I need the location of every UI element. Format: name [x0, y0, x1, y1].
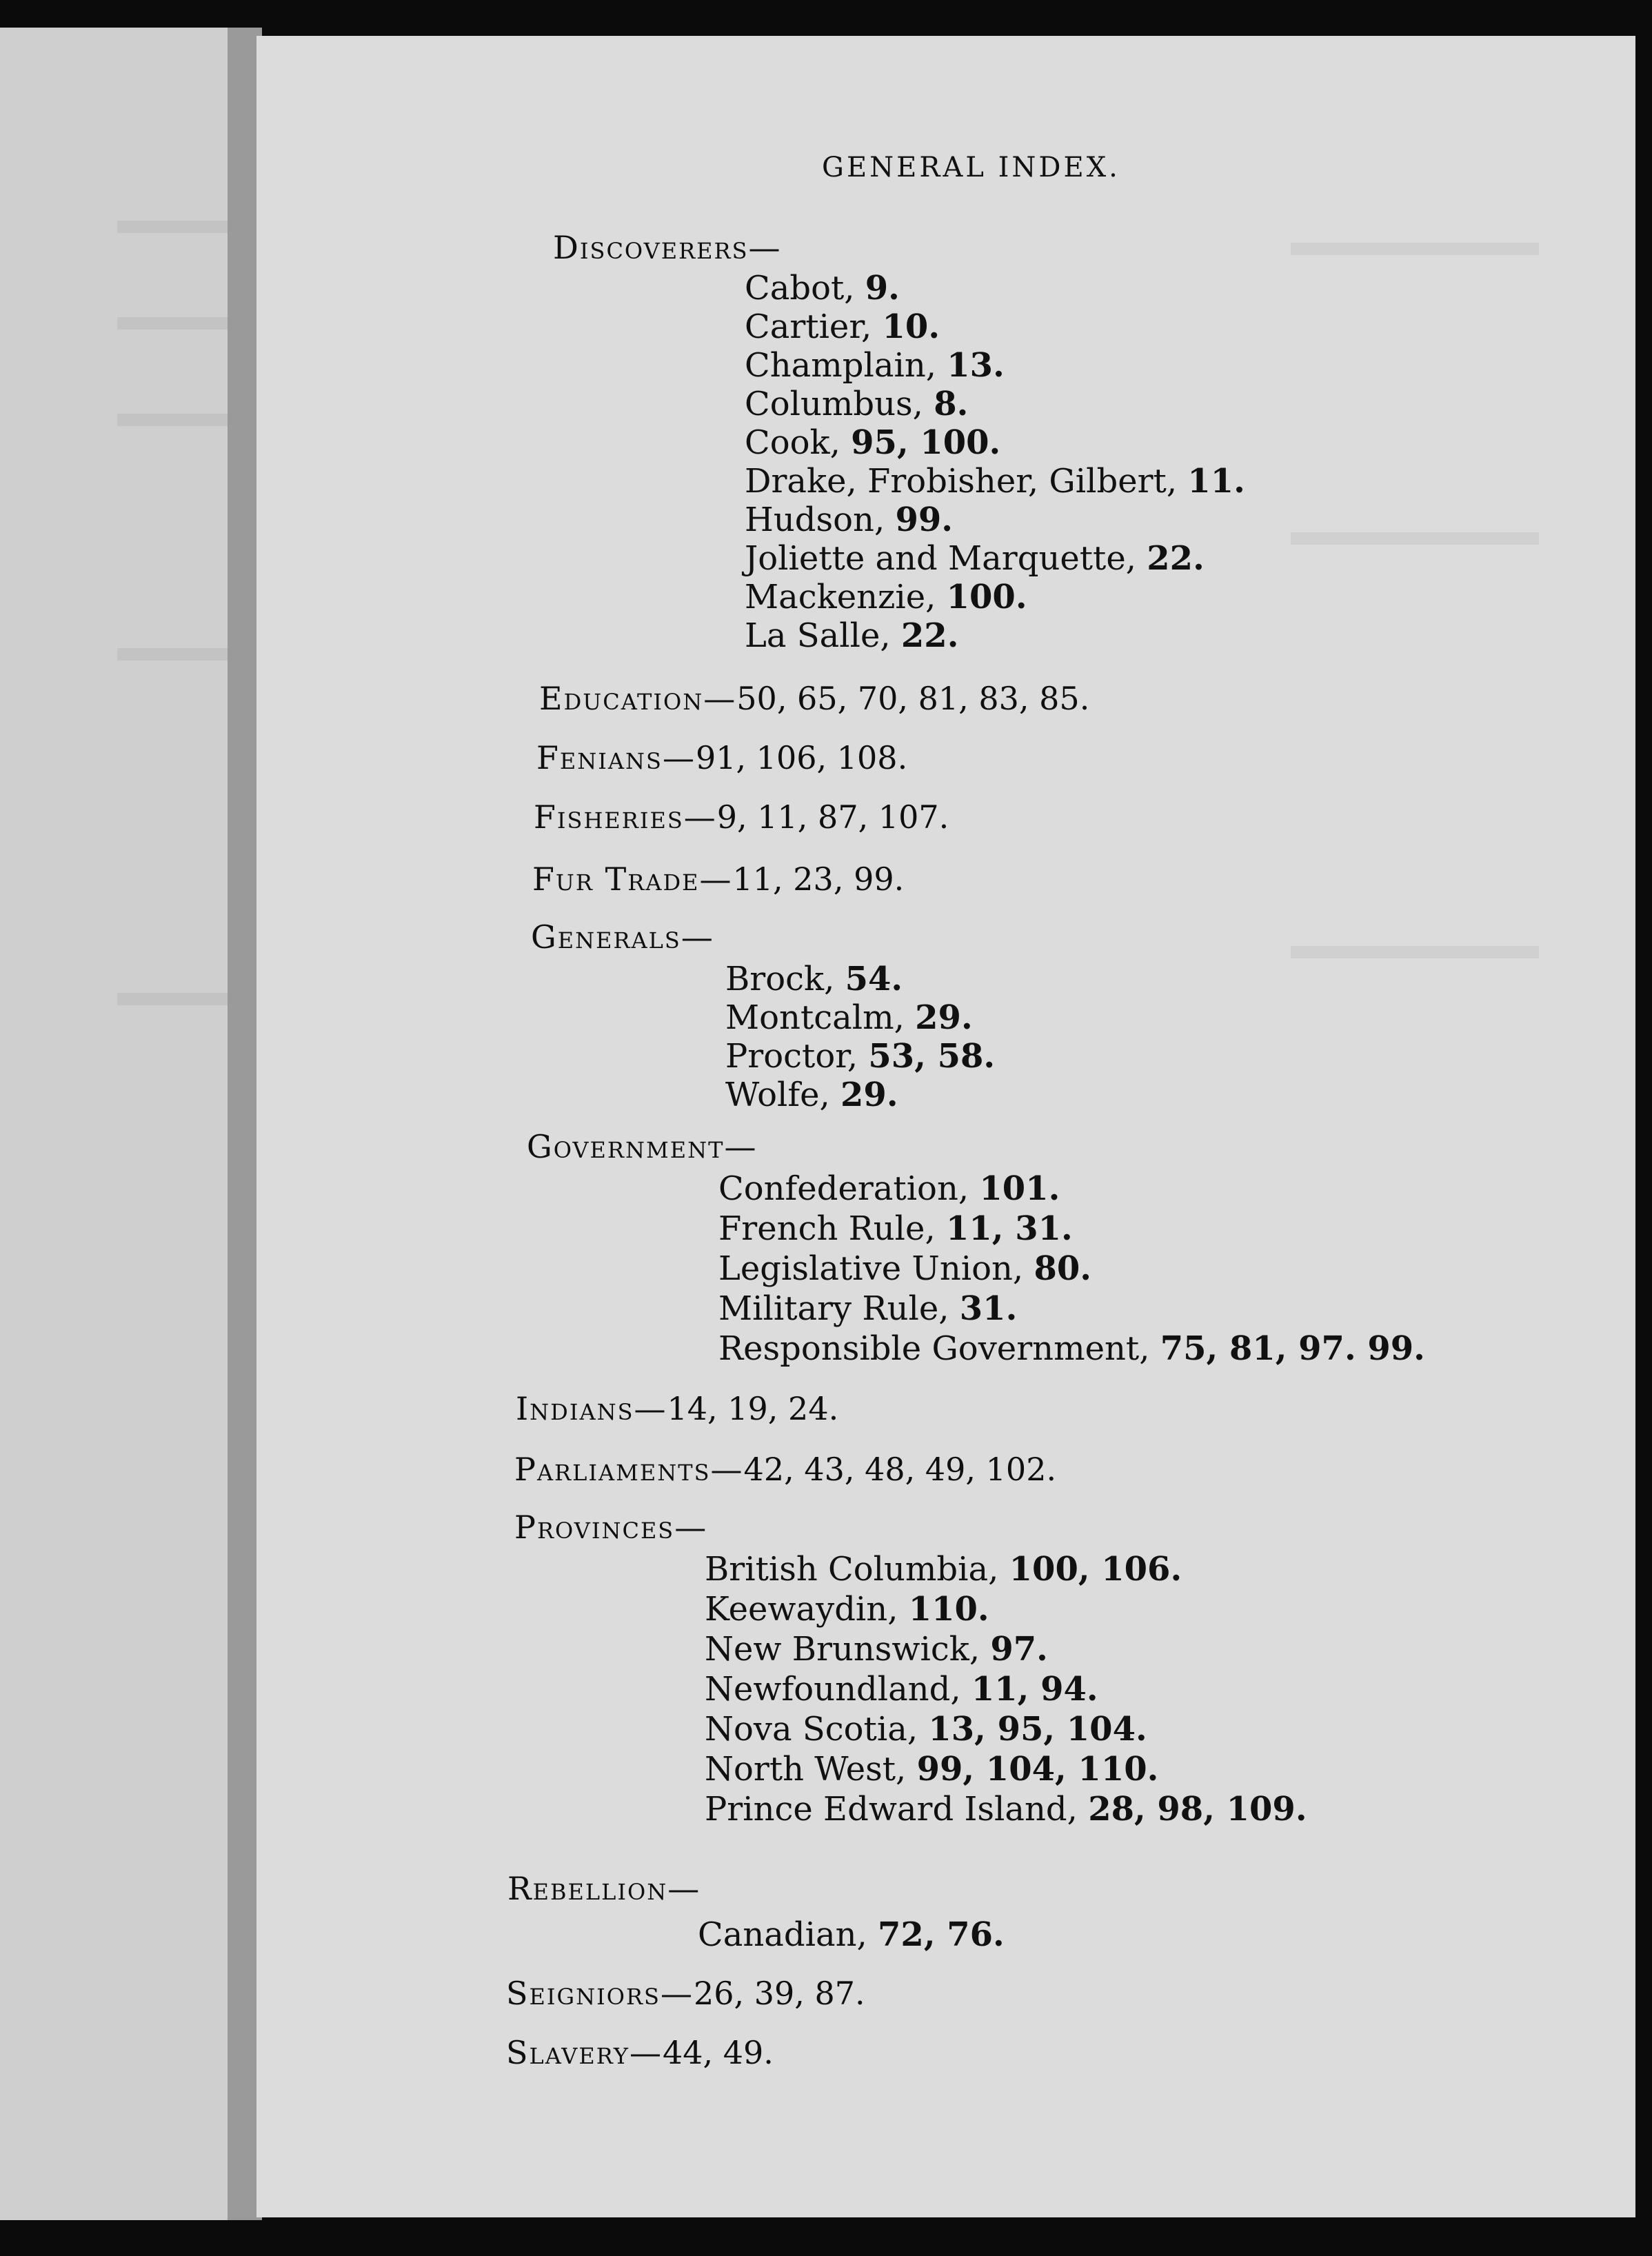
- list-item: New Brunswick, 97.: [705, 1630, 1048, 1669]
- entry-fisheries: Fisheries—9, 11, 87, 107.: [534, 798, 949, 836]
- list-item: Brock, 54.: [725, 960, 903, 998]
- list-item: Military Rule, 31.: [718, 1289, 1018, 1328]
- list-item: Responsible Government, 75, 81, 97. 99.: [718, 1329, 1425, 1368]
- list-item: Prince Edward Island, 28, 98, 109.: [705, 1790, 1307, 1829]
- list-item: Mackenzie, 100.: [745, 578, 1027, 616]
- entry-heading-generals: Generals—: [531, 918, 714, 956]
- list-item: Legislative Union, 80.: [718, 1249, 1091, 1288]
- list-item: Joliette and Marquette, 22.: [745, 539, 1205, 578]
- list-item: Keewaydin, 110.: [705, 1590, 989, 1629]
- list-item: North West, 99, 104, 110.: [705, 1750, 1159, 1789]
- list-item: Confederation, 101.: [718, 1169, 1060, 1208]
- list-item: French Rule, 11, 31.: [718, 1209, 1073, 1248]
- show-through: [1291, 243, 1539, 255]
- list-item: Canadian, 72, 76.: [698, 1915, 1005, 1954]
- running-head: GENERAL INDEX.: [822, 152, 1120, 183]
- entry-fenians: Fenians—91, 106, 108.: [536, 739, 908, 776]
- list-item: British Columbia, 100, 106.: [705, 1550, 1182, 1589]
- facing-page: [0, 28, 256, 2220]
- list-item: Champlain, 13.: [745, 346, 1005, 385]
- list-item: Newfoundland, 11, 94.: [705, 1670, 1098, 1709]
- entry-slavery: Slavery—44, 49.: [506, 2034, 774, 2071]
- list-item: La Salle, 22.: [745, 616, 959, 655]
- list-item: Wolfe, 29.: [725, 1076, 898, 1114]
- list-item: Cook, 95, 100.: [745, 423, 1001, 462]
- show-through: [1291, 532, 1539, 545]
- list-item: Proctor, 53, 58.: [725, 1037, 996, 1076]
- entry-heading-government: Government—: [527, 1128, 758, 1165]
- list-item: Montcalm, 29.: [725, 998, 973, 1037]
- entry-parliaments: Parliaments—42, 43, 48, 49, 102.: [514, 1451, 1057, 1488]
- list-item: Nova Scotia, 13, 95, 104.: [705, 1710, 1147, 1749]
- entry-seigniors: Seigniors—26, 39, 87.: [506, 1975, 865, 2012]
- index-page: [256, 36, 1635, 2217]
- list-item: Cartier, 10.: [745, 308, 940, 346]
- list-item: Drake, Frobisher, Gilbert, 11.: [745, 462, 1245, 501]
- entry-education: Education—50, 65, 70, 81, 83, 85.: [539, 680, 1090, 717]
- entry-fur-trade: Fur Trade—11, 23, 99.: [532, 860, 905, 898]
- show-through: [1291, 946, 1539, 958]
- entry-heading-provinces: Provinces—: [514, 1509, 708, 1546]
- list-item: Hudson, 99.: [745, 501, 953, 539]
- entry-indians: Indians—14, 19, 24.: [516, 1390, 839, 1427]
- entry-heading-rebellion: Rebellion—: [507, 1870, 701, 1907]
- list-item: Cabot, 9.: [745, 269, 900, 308]
- entry-heading-discoverers: Discoverers—: [553, 229, 782, 266]
- list-item: Columbus, 8.: [745, 385, 969, 423]
